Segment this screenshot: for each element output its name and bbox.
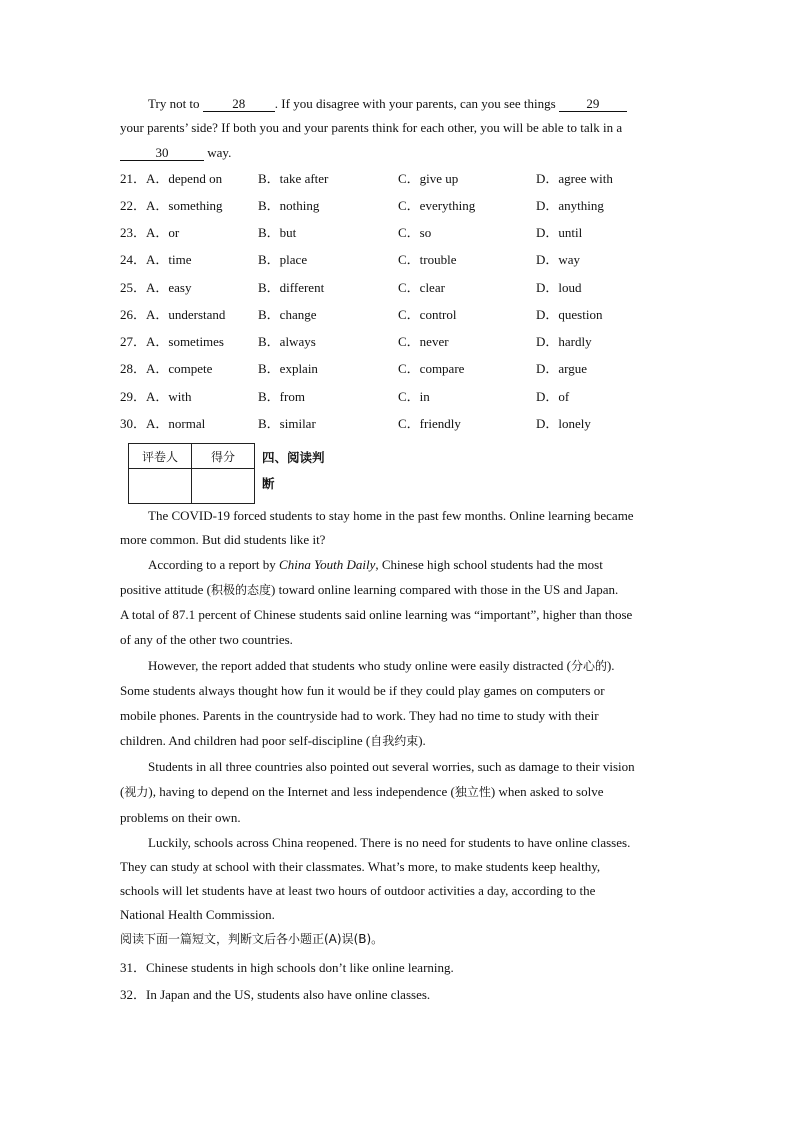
- question-number: 22．: [120, 198, 147, 213]
- question-number: 23．: [120, 225, 147, 240]
- reading-line: National Health Commission.: [120, 907, 275, 922]
- question-28: [120, 360, 680, 378]
- reading-line: problems on their own.: [120, 810, 241, 825]
- question-23: [120, 224, 680, 242]
- chinese-gloss: 自我约束: [370, 734, 419, 748]
- question-21: [120, 170, 680, 188]
- option-d: D．loud: [536, 280, 582, 295]
- option-c: C．so: [398, 225, 432, 240]
- passage-text: Try not to: [148, 96, 203, 111]
- option-c: C．in: [398, 389, 430, 404]
- statement-text: Chinese students in high schools don’t like online learning.: [146, 960, 454, 975]
- score-table: [128, 443, 255, 504]
- reading-line: A total of 87.1 percent of Chinese students said online learning was “important”, higher than those: [120, 607, 633, 622]
- option-c: C．control: [398, 307, 457, 322]
- option-c: C．clear: [398, 280, 445, 295]
- question-24: [120, 251, 680, 269]
- source-name: China Youth Daily: [279, 557, 376, 572]
- option-c: C．give up: [398, 171, 459, 186]
- option-a: A．or: [146, 225, 180, 240]
- option-b: B．explain: [258, 361, 318, 376]
- reading-line: mobile phones. Parents in the countryside had to work. They had no time to study with their: [120, 708, 599, 723]
- option-c: C．never: [398, 334, 449, 349]
- reading-text: ), having to depend on the Internet and less independence (: [148, 784, 455, 799]
- blank-30: 30: [120, 145, 204, 161]
- question-number: 25．: [120, 280, 147, 295]
- option-c: C．friendly: [398, 416, 461, 431]
- option-d: D．lonely: [536, 416, 591, 431]
- score-cell[interactable]: [192, 469, 255, 504]
- option-b: B．but: [258, 225, 297, 240]
- reading-line: [120, 783, 680, 801]
- question-number: 21．: [120, 171, 147, 186]
- reading-text: According to a report by: [148, 557, 280, 572]
- statement-31: [120, 959, 680, 977]
- statement-number: 32．: [120, 987, 147, 1002]
- option-b: B．place: [258, 252, 308, 267]
- section-title-cont: 断: [262, 476, 275, 491]
- reading-text: However, the report added that students who study online were easily distracted (: [148, 658, 571, 673]
- passage-text: . If you disagree with your parents, can you see things: [274, 96, 559, 111]
- reading-text: positive attitude (: [120, 582, 211, 597]
- question-number: 27．: [120, 334, 147, 349]
- option-a: A．normal: [146, 416, 206, 431]
- reading-text: ) toward online learning compared with those in the US and Japan.: [271, 582, 619, 597]
- option-a: A．with: [146, 389, 192, 404]
- question-number: 24．: [120, 252, 147, 267]
- reviewer-cell[interactable]: [129, 469, 192, 504]
- statement-text: In Japan and the US, students also have online classes.: [146, 987, 431, 1002]
- blank-29: 29: [559, 96, 627, 112]
- option-a: A．depend on: [146, 171, 223, 186]
- question-26: [120, 306, 680, 324]
- option-a: A．time: [146, 252, 192, 267]
- option-b: B．different: [258, 280, 325, 295]
- option-a: A．easy: [146, 280, 192, 295]
- blank-28: 28: [203, 96, 275, 112]
- reading-text: ).: [418, 733, 426, 748]
- reading-line: They can study at school with their classmates. What’s more, to make students keep healthy,: [120, 859, 601, 874]
- statement-number: 31．: [120, 960, 147, 975]
- question-number: 28．: [120, 361, 147, 376]
- reading-text: , Chinese high school students had the most: [375, 557, 603, 572]
- option-b: B．take after: [258, 171, 329, 186]
- reading-text: ) when asked to solve: [490, 784, 604, 799]
- statement-32: [120, 986, 680, 1004]
- reading-line: of any of the other two countries.: [120, 632, 293, 647]
- instruction: 阅读下面一篇短文，判断文后各小题正(A)误(B)。: [120, 932, 384, 946]
- option-b: B．similar: [258, 416, 316, 431]
- reviewer-header: 评卷人: [129, 444, 192, 469]
- reading-line: [148, 657, 680, 675]
- option-a: A．understand: [146, 307, 226, 322]
- question-number: 26．: [120, 307, 147, 322]
- reading-line: Luckily, schools across China reopened. There is no need for students to have online classes.: [148, 835, 631, 850]
- option-d: D．until: [536, 225, 583, 240]
- option-d: D．question: [536, 307, 603, 322]
- reading-line: Some students always thought how fun it would be if they could play games on computers or: [120, 683, 605, 698]
- option-d: D．anything: [536, 198, 604, 213]
- reading-line: schools will let students have at least two hours of outdoor activities a day, according to the: [120, 883, 596, 898]
- reading-line: [148, 556, 680, 574]
- option-a: A．compete: [146, 361, 213, 376]
- passage-line-2: your parents’ side? If both you and your parents think for each other, you will be able to talk in a: [120, 120, 623, 135]
- option-a: A．sometimes: [146, 334, 224, 349]
- option-b: B．from: [258, 389, 305, 404]
- question-25: [120, 279, 680, 297]
- chinese-gloss: 分心的: [570, 659, 607, 673]
- option-d: D．argue: [536, 361, 588, 376]
- option-d: D．of: [536, 389, 570, 404]
- option-c: C．compare: [398, 361, 465, 376]
- chinese-gloss: 视力: [124, 785, 149, 799]
- reading-line: The COVID-19 forced students to stay home in the past few months. Online learning became: [148, 508, 634, 523]
- option-d: D．way: [536, 252, 581, 267]
- question-22: [120, 197, 680, 215]
- question-number: 29．: [120, 389, 147, 404]
- section-title: 四、阅读判: [262, 450, 325, 465]
- option-b: B．nothing: [258, 198, 320, 213]
- reading-text: ).: [606, 658, 615, 673]
- passage-text: way.: [204, 145, 232, 160]
- reading-text: (: [120, 784, 125, 799]
- reading-text: children. And children had poor self-discipline (: [120, 733, 371, 748]
- option-c: C．trouble: [398, 252, 457, 267]
- option-d: D．hardly: [536, 334, 592, 349]
- score-header: 得分: [192, 444, 255, 469]
- question-29: [120, 388, 680, 406]
- question-30: [120, 415, 680, 433]
- reading-line: more common. But did students like it?: [120, 532, 326, 547]
- reading-line: Students in all three countries also pointed out several worries, such as damage to their vision: [148, 759, 635, 774]
- passage-line-1: [148, 95, 680, 113]
- question-number: 30．: [120, 416, 147, 431]
- question-27: [120, 333, 680, 351]
- chinese-gloss: 积极的态度: [210, 583, 271, 597]
- option-d: D．agree with: [536, 171, 613, 186]
- reading-line: [120, 581, 680, 599]
- option-b: B．change: [258, 307, 317, 322]
- chinese-gloss: 独立性: [454, 785, 491, 799]
- reading-line: [120, 732, 680, 750]
- option-a: A．something: [146, 198, 223, 213]
- option-b: B．always: [258, 334, 316, 349]
- passage-line-3: [120, 144, 680, 162]
- option-c: C．everything: [398, 198, 476, 213]
